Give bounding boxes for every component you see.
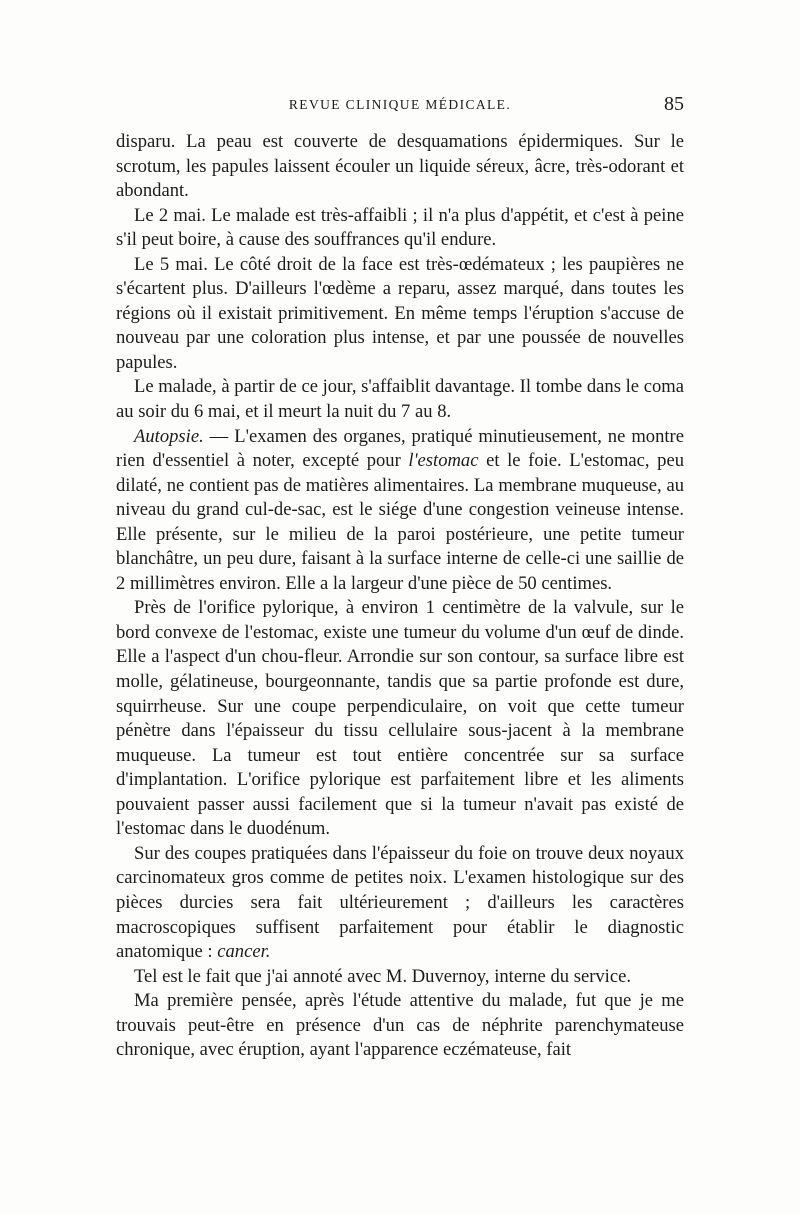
paragraph-p6 (116, 596, 684, 841)
italic-text: cancer. (217, 941, 271, 963)
text-run: Ma première pensée, après l'étude attentive du malade, fut que je me trouvais peut-être en présence d'un cas de néphrite parenchymateuse chronique, avec éruption, ayant l'apparence eczémateuse, fait (116, 990, 684, 1061)
text-run: disparu. La peau est couverte de desquamations épidermiques. Sur le scrotum, les papules laissent écouler un liquide séreux, âcre, très-odorant et abondant. (116, 131, 684, 202)
text-run: Près de l'orifice pylorique, à environ 1 centimètre de la valvule, sur le bord convexe de l'estomac, existe une tumeur du volume d'un œuf de dinde. Elle a l'aspect d'un chou-fleur. Arrondie sur son contour, sa surface libre est molle, gélatineuse, bourgeonnante, tandis que sa partie profonde est dure, squirrheuse. Sur une coupe perpendiculaire, on voit que cette tumeur pénètre dans l'épaisseur du tissu cellulaire sous-jacent à la membrane muqueuse. La tumeur est tout entière concentrée sur sa surface d'implantation. L'orifice pylorique est parfaitement libre et les aliments pouvaient passer aussi facilement que si la tumeur n'avait pas existé de l'estomac dans le duodénum. (116, 597, 684, 840)
paragraph-p5 (116, 425, 684, 597)
paragraph-p3 (116, 253, 684, 376)
page-header (116, 93, 684, 121)
paragraph-p7 (116, 842, 684, 965)
paragraph-p2 (116, 204, 684, 253)
text-run: Le malade, à partir de ce jour, s'affaiblit davantage. Il tombe dans le coma au soir du 6 mai, et il meurt la nuit du 7 au 8. (116, 376, 684, 423)
text-run: et le foie. L'estomac, peu dilaté, ne contient pas de matières alimentaires. La membrane muqueuse, au niveau du grand cul-de-sac, est le siége d'une congestion veineuse intense. Elle présente, sur le milieu de la paroi postérieure, une petite tumeur blanchâtre, un peu dure, faisant à la surface interne de celle-ci une saillie de 2 millimètres environ. Elle a la largeur d'une pièce de 50 centimes. (116, 450, 685, 594)
paragraph-p1 (116, 130, 684, 204)
text-run: Tel est le fait que j'ai annoté avec M. Duvernoy, interne du service. (134, 965, 632, 987)
page-number: 85 (664, 93, 684, 115)
paragraph-p9 (116, 989, 684, 1063)
paragraph-p4 (116, 375, 684, 424)
text-run: — L'examen des organes, pratiqué minutieusement, ne montre rien d'essentiel à noter, excepté pour (116, 425, 684, 472)
text-run: Sur des coupes pratiquées dans l'épaisseur du foie on trouve deux noyaux carcinomateux gros comme de petites noix. L'examen histologique sur des pièces durcies sera fait ultérieurement ; d'ailleurs les caractères macroscopiques suffisent parfaitement pour établir le diagnostic anatomique : (116, 842, 684, 963)
italic-text: l'estomac (408, 450, 479, 472)
paragraph-p8 (116, 965, 684, 990)
body-text (116, 130, 684, 1063)
text-run: Le 5 mai. Le côté droit de la face est très-œdémateux ; les paupières ne s'écartent plus. D'ailleurs l'œdème a reparu, assez marqué, dans toutes les régions où il existait primitivement. En même temps l'éruption s'accuse de nouveau par une coloration plus intense, et par une poussée de nouvelles papules. (116, 253, 684, 373)
text-run: Le 2 mai. Le malade est très-affaibli ; il n'a plus d'appétit, et c'est à peine s'il peut boire, à cause des souffrances qu'il endure. (116, 204, 684, 251)
italic-text: Autopsie. (134, 425, 204, 447)
running-title: REVUE CLINIQUE MÉDICALE. (288, 97, 512, 112)
